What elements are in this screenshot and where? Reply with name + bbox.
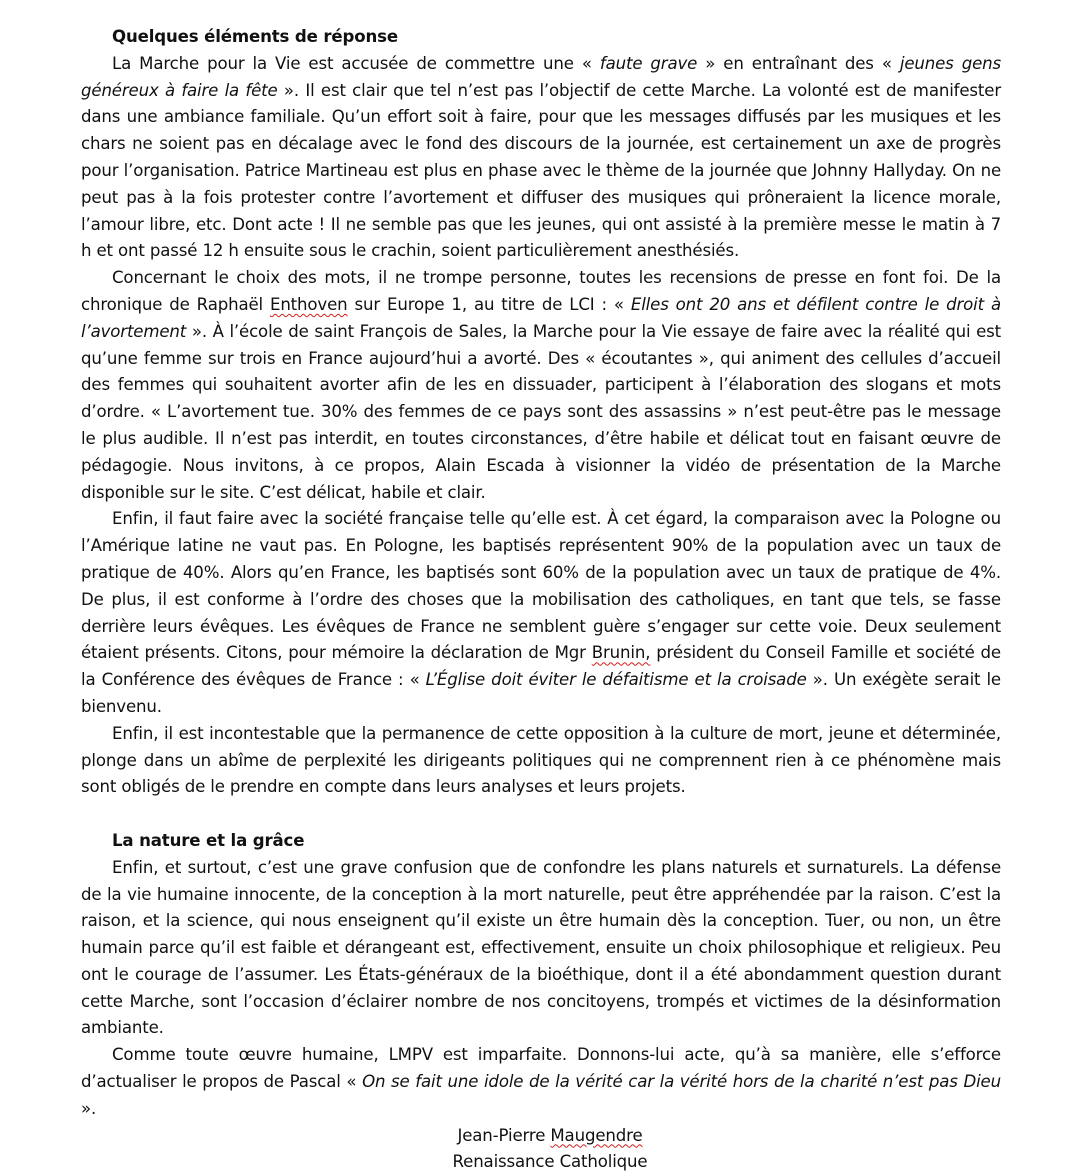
italic-quote: jeunes gens généreux à faire la fête	[81, 53, 1002, 100]
italic-quote: On se fait une idole de la vérité car la vérité hors de la charité n’est pas Dieu	[362, 1072, 1001, 1092]
text-run: La Marche pour la Vie est accusée de commettre une «	[112, 53, 600, 73]
paragraph-2	[81, 265, 1001, 506]
text-run: ». Un exégète serait le bienvenu.	[81, 670, 1001, 716]
text-run: » en entraînant des «	[697, 53, 900, 73]
section-heading-nature-grace: La nature et la grâce	[112, 830, 305, 850]
italic-quote: L’Église doit éviter le défaitisme et la croisade	[425, 670, 807, 690]
text-run: président du Conseil Famille et société de la Conférence des évêques de France : «	[81, 643, 1001, 690]
spellcheck-word: Enthoven	[269, 294, 348, 314]
text-run: ». Il est clair que tel n’est pas l’objectif de cette Marche. La volonté est de manifester dans une ambiance familiale. Qu’un effort soit à faire, pour que les messages diffusés par les musiques et les chars ne soient pas en décalage avec le fond des discours de la journée, est certainement un axe de progrès pour l’organisation. Patrice Martineau est plus en phase avec le thème de la journée que Johnny Hallyday. On ne peut pas à la fois protester contre l’avortement et diffuser des musiques qui prôneraient la licence morale, l’amour libre, etc. Dont acte ! Il ne semble pas que les jeunes, qui ont assisté à la première messe le matin à 7 h et ont passé 12 h ensuite sous le crachin, soient particulièrement anesthésiés.	[81, 80, 1002, 261]
paragraph-1	[81, 51, 1001, 265]
author-organization: Renaissance Catholique	[452, 1151, 648, 1171]
paragraph-6	[81, 1042, 1001, 1122]
text-run: Concernant le choix des mots, il ne trompe personne, toutes les recensions de presse en font foi. De la chronique de Raphaël	[81, 268, 1001, 314]
spellcheck-word: Brunin,	[591, 643, 651, 663]
author-name	[99, 1123, 1001, 1149]
text-run: Comme toute œuvre humaine, LMPV est imparfaite. Donnons-lui acte, qu’à sa manière, elle s’efforce d’actualiser le propos de Pascal «	[81, 1045, 1001, 1092]
text-run: Enfin, il faut faire avec la société française telle qu’elle est. À cet égard, la comparaison avec la Pologne ou l’Amérique latine ne vaut pas. En Pologne, les baptisés représentent 90% de la population avec un taux de pratique de 40%. Alors qu’en France, les baptisés sont 60% de la population avec un taux de pratique de 4%. De plus, il est conforme à l’ordre des choses que la mobilisation des catholiques, en tant que tels, se fasse derrière leurs évêques. Les évêques de France ne semblent guère s’engager sur cette voie. Deux seulement étaient présents. Citons, pour mémoire la déclaration de Mgr	[81, 509, 1001, 663]
text-run: ».	[81, 1098, 97, 1118]
signature-block	[99, 1123, 1001, 1175]
italic-quote: Elles ont 20 ans et défilent contre le droit à l’avortement	[81, 294, 1001, 341]
section-heading-responses: Quelques éléments de réponse	[112, 27, 398, 46]
document-page	[81, 24, 1001, 1175]
paragraph-5: Enfin, et surtout, c’est une grave confusion que de confondre les plans naturels et surnaturels. La défense de la vie humaine innocente, de la conception à la mort naturelle, peut être appréhendée par la raison. C’est la raison, et la science, qui nous enseignent qu’il existe un être humain dès la conception. Tuer, ou non, un être humain parce qu’il est faible et dérangeant est, effectivement, ensuite un choix philosophique et religieux. Peu ont le courage de l’assumer. Les États-généraux de la bioéthique, dont il a été abondamment question durant cette Marche, sont l’occasion d’éclairer nombre de nos concitoyens, trompés et victimes de la désinformation ambiante.	[81, 857, 1001, 1038]
paragraph-3	[81, 506, 1001, 720]
text-run: sur Europe 1, au titre de LCI : «	[347, 294, 631, 314]
paragraph-4: Enfin, il est incontestable que la permanence de cette opposition à la culture de mort, jeune et déterminée, plonge dans un abîme de perplexité les dirigeants politiques qui ne comprennent rien à ce phénomène mais sont obligés de le prendre en compte dans leurs analyses et leurs projets.	[81, 723, 1001, 797]
author-last-name: Maugendre	[550, 1125, 643, 1145]
text-run: ». À l’école de saint François de Sales, la Marche pour la Vie essaye de faire avec la réalité qui est qu’une femme sur trois en France aujourd’hui a avorté. Des « écoutantes », qui animent des cellules d’accueil des femmes qui souhaitent avorter afin de les en dissuader, participent à l’élaboration des slogans et mots d’ordre. « L’avortement tue. 30% des femmes de ce pays sont des assassins » n’est peut-être pas le message le plus audible. Il n’est pas interdit, en toutes circonstances, d’être habile et délicat tout en faisant œuvre de pédagogie. Nous invitons, à ce propos, Alain Escada à visionner la vidéo de présentation de la Marche disponible sur le site. C’est délicat, habile et clair.	[81, 321, 1001, 502]
section-spacer	[81, 801, 1001, 828]
author-first-name: Jean-Pierre	[457, 1125, 551, 1145]
italic-quote: faute grave	[599, 53, 698, 73]
